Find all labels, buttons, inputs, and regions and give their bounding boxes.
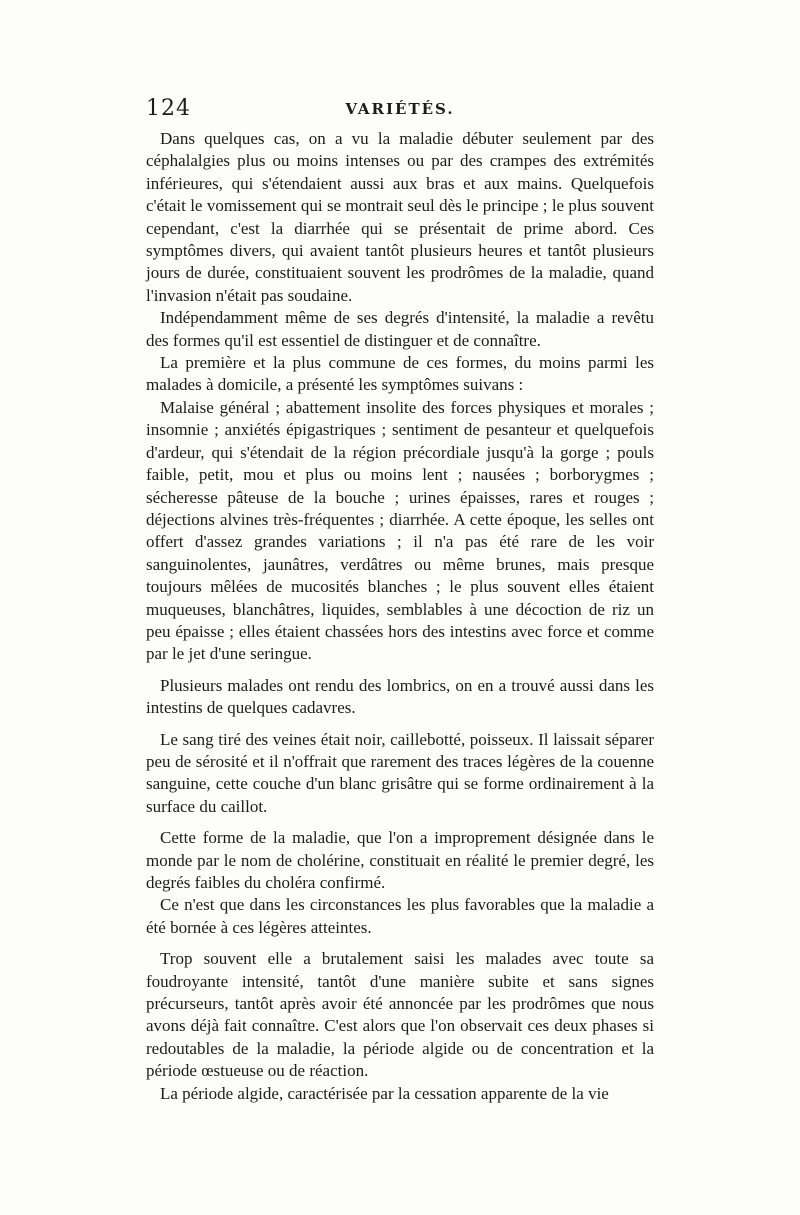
paragraph-blood: Le sang tiré des veines était noir, caillebotté, poisseux. Il laissait séparer peu de sérosité et il n'offrait que rarement des traces légères de la couenne sanguine, cette couche d'un blanc grisâtre qui se forme ordinairement à la surface du caillot. <box>146 729 654 816</box>
paragraph-mild-cases: Ce n'est que dans les circonstances les plus favorables que la maladie a été bornée à ces légères atteintes. <box>146 895 654 937</box>
paragraph-early-symptoms: Dans quelques cas, on a vu la maladie débuter seulement par des céphalalgies plus ou moins intenses ou par des crampes des extrémités inférieures, qui s'étendaient aussi aux bras et aux mains. Quelquefois c'était le vomissement qui se montrait seul dès le principe ; le plus souvent cependant, c'est la diarrhée qui se présentait de prime abord. Ces symptômes divers, qui avaient tantôt plusieurs heures et tantôt plusieurs jours de durée, constituaient souvent les prodrômes de la maladie, quand l'invasion n'était pas soudaine. <box>146 129 654 305</box>
paragraph-forms: Indépendamment même de ses degrés d'intensité, la maladie a revêtu des formes qu'il est essentiel de distinguer et de connaître. <box>146 308 654 350</box>
paragraph-algid-period: La période algide, caractérisée par la cessation apparente de la vie <box>160 1083 609 1103</box>
running-title: VARIÉTÉS. <box>345 100 455 118</box>
paragraph-lombrics: Plusieurs malades ont rendu des lombrics, on en a trouvé aussi dans les intestins de quelques cadavres. <box>146 675 654 718</box>
paragraph-symptom-list: Malaise général ; abattement insolite des forces physiques et morales ; insomnie ; anxiétés épigastriques ; sentiment de pesanteur et quelquefois d'ardeur, qui s'étendait de la région précordiale jusqu'à la gorge ; pouls faible, petit, mou et plus ou moins lent ; nausées ; borborygmes ; sécheresse pâteuse de la bouche ; urines épaisses, rares et rouges ; déjections alvines très-fréquentes ; diarrhée. A cette époque, les selles ont offert d'assez grandes variations ; il n'a pas été rare de les voir sanguinolentes, jaunâtres, verdâtres ou même brunes, mais presque toujours mêlées de mucosités blanches ; le plus souvent elles étaient muqueuses, blanchâtres, liquides, semblables à une décoction de riz un peu épaisse ; elles étaient chassées hors des intestins avec force et comme par le jet d'une seringue. <box>146 397 654 664</box>
body-text <box>146 128 654 1105</box>
running-head <box>146 96 654 126</box>
paragraph-cholerine: Cette forme de la maladie, que l'on a improprement désignée dans le monde par le nom de cholérine, constituait en réalité le premier degré, les degrés faibles du choléra confirmé. <box>146 828 654 892</box>
paragraph-first-form: La première et la plus commune de ces formes, du moins parmi les malades à domicile, a présenté les symptômes suivans : <box>146 353 654 395</box>
paragraph-severe-onset: Trop souvent elle a brutalement saisi les malades avec toute sa foudroyante intensité, tantôt d'une manière subite et sans signes précurseurs, tantôt après avoir été annoncée par les prodrômes que nous avons déjà fait connaître. C'est alors que l'on observait ces deux phases si redoutables de la maladie, la période algide ou de concentration et la période œstueuse ou de réaction. <box>146 949 654 1081</box>
page-number: 124 <box>146 96 191 121</box>
